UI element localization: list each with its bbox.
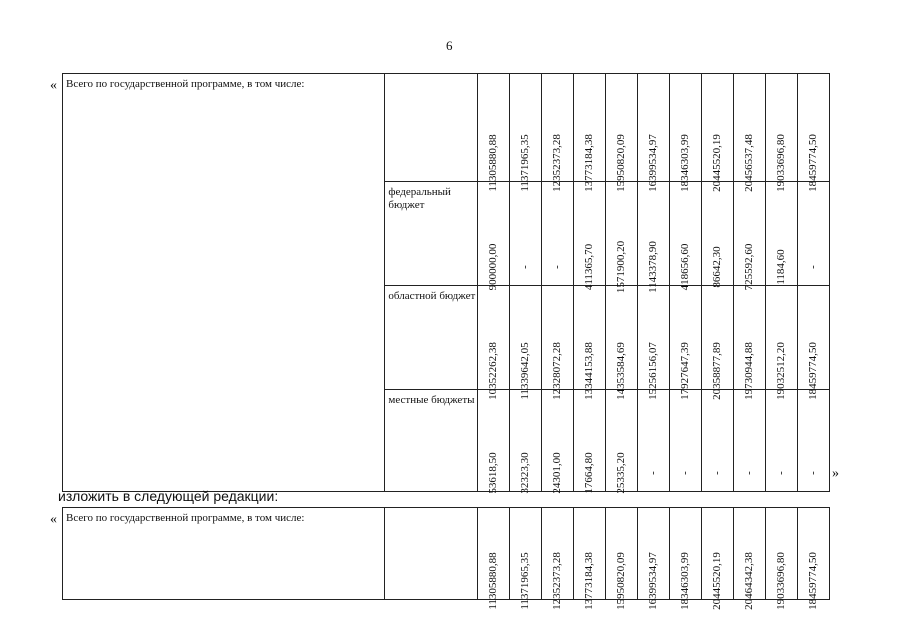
new-table-title: Всего по государственной программе, в том числе: [63,508,385,600]
new-total-value-6-text: 16399534,97 [647,552,660,610]
old-total-value-7-text: 18346303,99 [679,134,692,192]
old-row3-value-4 [573,390,605,492]
old-regional-label: областной бюджет [385,286,477,390]
new-total-value-8-text: 20445520,19 [711,552,724,610]
old-row1-value-1 [477,182,509,291]
old-row3-value-7-text: - [679,471,692,475]
old-row2-value-3 [541,286,573,400]
new-total-value-7 [669,508,701,610]
old-total-value-2 [509,74,541,192]
old-row3-value-5-text: 25335,20 [615,452,628,494]
old-total-value-3 [541,74,573,192]
old-row1-value-5-text: 1571900,20 [615,240,628,294]
old-row1-value-8 [701,182,733,286]
old-row2-value-5 [605,286,637,400]
old-row1-value-7 [669,182,701,291]
old-total-value-11 [797,74,829,192]
old-total-value-5 [605,74,637,192]
old-row2-value-9 [733,286,765,400]
old-row1-value-7-text: 418656,60 [679,243,692,291]
old-total-value-6 [637,74,669,192]
old-row3-value-10 [765,390,797,492]
instruction-text: изложить в следующей редакции: [58,488,279,504]
old-total-value-3-text: 12352373,28 [551,134,564,192]
old-row2-value-7 [669,286,701,400]
old-row1-value-11-text: - [807,265,820,269]
old-total-value-7 [669,74,701,192]
old-row1-value-1-text: 900000,00 [487,243,500,291]
new-total-value-4-text: 13773184,38 [583,552,596,610]
old-row3-value-11-text: - [807,471,820,475]
new-total-value-10 [765,508,797,610]
old-row2-value-11 [797,286,829,400]
old-row3-value-7 [669,390,701,492]
old-row1-value-8-text: 86642,30 [711,246,724,288]
old-row1-value-2 [509,182,541,286]
old-row1-value-3 [541,182,573,286]
old-local-label: местные бюджеты [385,390,477,492]
old-row1-value-10-text: 1184,60 [775,249,788,285]
old-row1-value-10 [765,182,797,286]
old-row3-value-6 [637,390,669,492]
new-total-value-5 [605,508,637,610]
old-total-value-1 [477,74,509,192]
old-row3-value-8-text: - [711,471,724,475]
old-row2-value-10 [765,286,797,400]
old-total-value-4-text: 13773184,38 [583,134,596,192]
new-total-value-11 [797,508,829,610]
new-total-value-6 [637,508,669,610]
old-row2-value-1 [477,286,509,400]
old-row2-value-8 [701,286,733,400]
new-total-value-5-text: 15950820,09 [615,552,628,610]
new-total-value-2 [509,508,541,610]
old-row2-value-6 [637,286,669,400]
old-row1-value-6-text: 1143378,90 [647,241,660,293]
old-total-value-11-text: 18459774,50 [807,134,820,192]
new-total-value-11-text: 18459774,50 [807,552,820,610]
new-total-value-2-text: 11371965,35 [519,552,532,610]
open-quote: « [50,78,57,93]
old-row3-value-8 [701,390,733,492]
old-federal-label: федеральный бюджет [385,182,477,286]
new-total-value-1 [477,508,509,610]
old-row2-value-6-text: 15256156,07 [647,342,660,400]
old-total-value-8-text: 20445520,19 [711,134,724,192]
old-row3-value-3-text: 24301,00 [551,452,564,494]
old-total-value-5-text: 15950820,09 [615,134,628,192]
open-quote-new: « [50,512,57,527]
new-total-value-9-text: 20464342,38 [743,552,756,610]
old-total-value-9-text: 20456537,48 [743,134,756,192]
old-row3-value-6-text: - [647,471,660,475]
old-total-value-6-text: 16399534,97 [647,134,660,192]
old-row1-value-9 [733,182,765,291]
old-row3-value-11 [797,390,829,492]
old-row2-value-10-text: 19032512,20 [775,342,788,400]
new-total-value-7-text: 18346303,99 [679,552,692,610]
close-quote: » [832,466,839,481]
new-total-value-8 [701,508,733,610]
old-total-value-2-text: 11371965,35 [519,134,532,192]
old-row2-value-11-text: 18459774,50 [807,342,820,400]
old-row3-value-2-text: 32323,30 [519,452,532,494]
old-row2-value-5-text: 14353584,69 [615,342,628,400]
old-row1-value-9-text: 725592,60 [743,243,756,291]
old-total-value-9 [733,74,765,192]
new-total-value-3-text: 12352373,28 [551,552,564,610]
old-row1-value-5 [605,182,637,294]
old-total-row [63,74,830,182]
old-table-title: Всего по государственной программе, в том числе: [63,74,385,492]
old-total-value-1-text: 11305880,88 [487,134,500,192]
new-total-value-1-text: 11305880,88 [487,552,500,610]
new-total-value-9 [733,508,765,610]
old-row3-value-1 [477,390,509,492]
old-row3-value-2 [509,390,541,492]
old-row2-value-4-text: 13344153,88 [583,342,596,400]
old-total-value-10 [765,74,797,192]
old-row3-value-10-text: - [775,471,788,475]
new-total-value-3 [541,508,573,610]
old-row2-value-9-text: 19730944,88 [743,342,756,400]
old-row1-value-2-text: - [519,265,532,269]
old-total-value-4 [573,74,605,192]
old-row1-value-4-text: 411365,70 [583,243,596,291]
old-row3-value-5 [605,390,637,492]
old-row3-value-4-text: 17664,80 [583,452,596,494]
new-budget-table [62,507,830,610]
old-budget-table [62,73,830,492]
old-row2-value-2-text: 11339642,05 [519,342,532,400]
page-number: 6 [446,38,453,53]
new-total-value-10-text: 19033696,80 [775,552,788,610]
old-row3-value-3 [541,390,573,492]
old-row1-value-6 [637,182,669,293]
old-row1-value-3-text: - [551,265,564,269]
old-total-value-10-text: 19033696,80 [775,134,788,192]
old-row3-value-1-text: 53618,50 [487,452,500,494]
old-row2-value-8-text: 20358877,89 [711,342,724,400]
old-row2-value-7-text: 17927647,39 [679,342,692,400]
old-row2-value-1-text: 10352262,38 [487,342,500,400]
new-total-source-cell [385,508,477,600]
old-row3-value-9 [733,390,765,492]
new-total-row [63,508,830,600]
old-row1-value-11 [797,182,829,286]
old-total-value-8 [701,74,733,192]
new-total-value-4 [573,508,605,610]
old-total-source-cell [385,74,477,182]
old-row3-value-9-text: - [743,471,756,475]
old-row2-value-4 [573,286,605,400]
old-row1-value-4 [573,182,605,291]
old-row2-value-3-text: 12328072,28 [551,342,564,400]
old-row2-value-2 [509,286,541,400]
